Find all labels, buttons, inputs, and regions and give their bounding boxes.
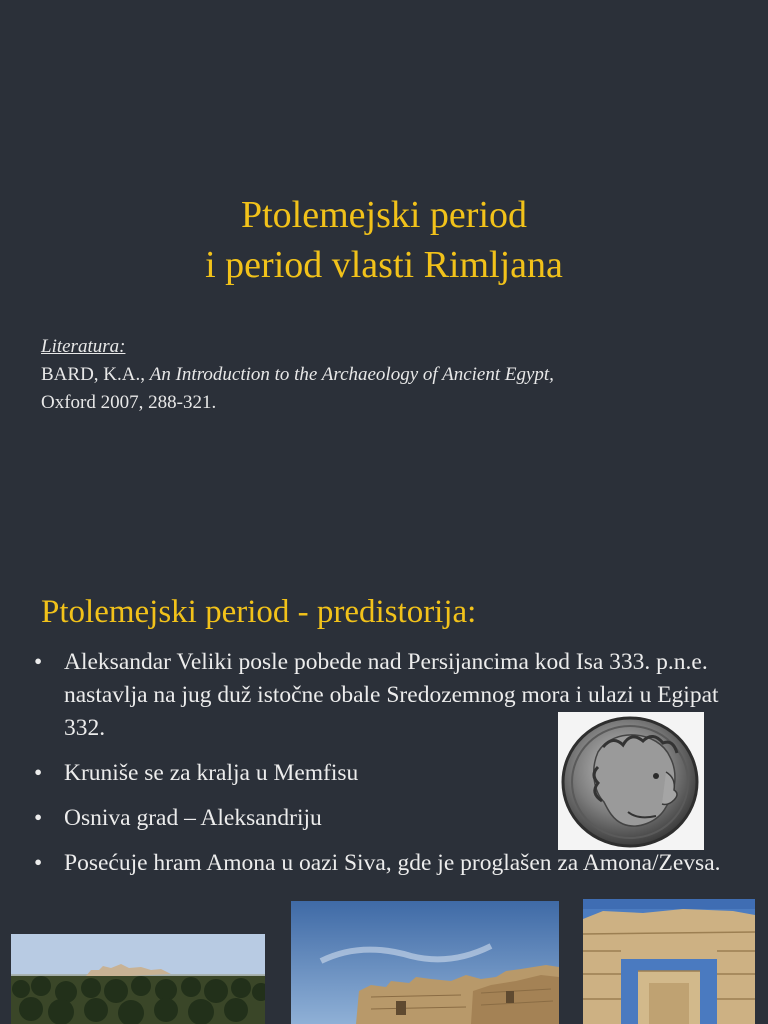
literature-block	[41, 333, 741, 417]
temple-ruins-image	[291, 901, 559, 1024]
citation-line-1	[41, 361, 741, 389]
bullet-dot-icon: •	[34, 649, 43, 675]
bullet-text: Osniva grad – Aleksandriju	[64, 805, 322, 831]
alexander-coin-image	[558, 712, 704, 850]
bullet-dot-icon: •	[34, 805, 43, 831]
citation-publisher: Oxford 2007, 288-321.	[41, 392, 217, 413]
bullet-dot-icon: •	[34, 850, 43, 876]
siwa-oasis-image	[11, 934, 265, 1024]
slide-title	[0, 190, 768, 290]
citation-title: An Introduction to the Archaeology of Ancient Egypt,	[149, 364, 554, 385]
bullet-text: Kruniše se za kralja u Memfisu	[64, 760, 359, 786]
title-line-1: Ptolemejski period	[240, 194, 528, 236]
literature-label: Literatura:	[41, 336, 126, 357]
temple-gate-image	[583, 899, 755, 1024]
bullet-dot-icon: •	[34, 760, 43, 786]
title-line-2: i period vlasti Rimljana	[205, 244, 563, 286]
bullet-item	[30, 847, 730, 880]
bullet-text: Posećuje hram Amona u oazi Siva, gde je proglašen za Amona/Zevsa.	[64, 850, 721, 876]
citation-author: BARD, K.A.,	[41, 364, 150, 385]
section-heading: Ptolemejski period - predistorija:	[41, 594, 477, 630]
bullet-text: Aleksandar Veliki posle pobede nad Persijancima kod Isa 333. p.n.e. nastavlja na jug duž istočne obale Sredozemnog mora i ulazi u Egipat 332.	[64, 649, 719, 741]
